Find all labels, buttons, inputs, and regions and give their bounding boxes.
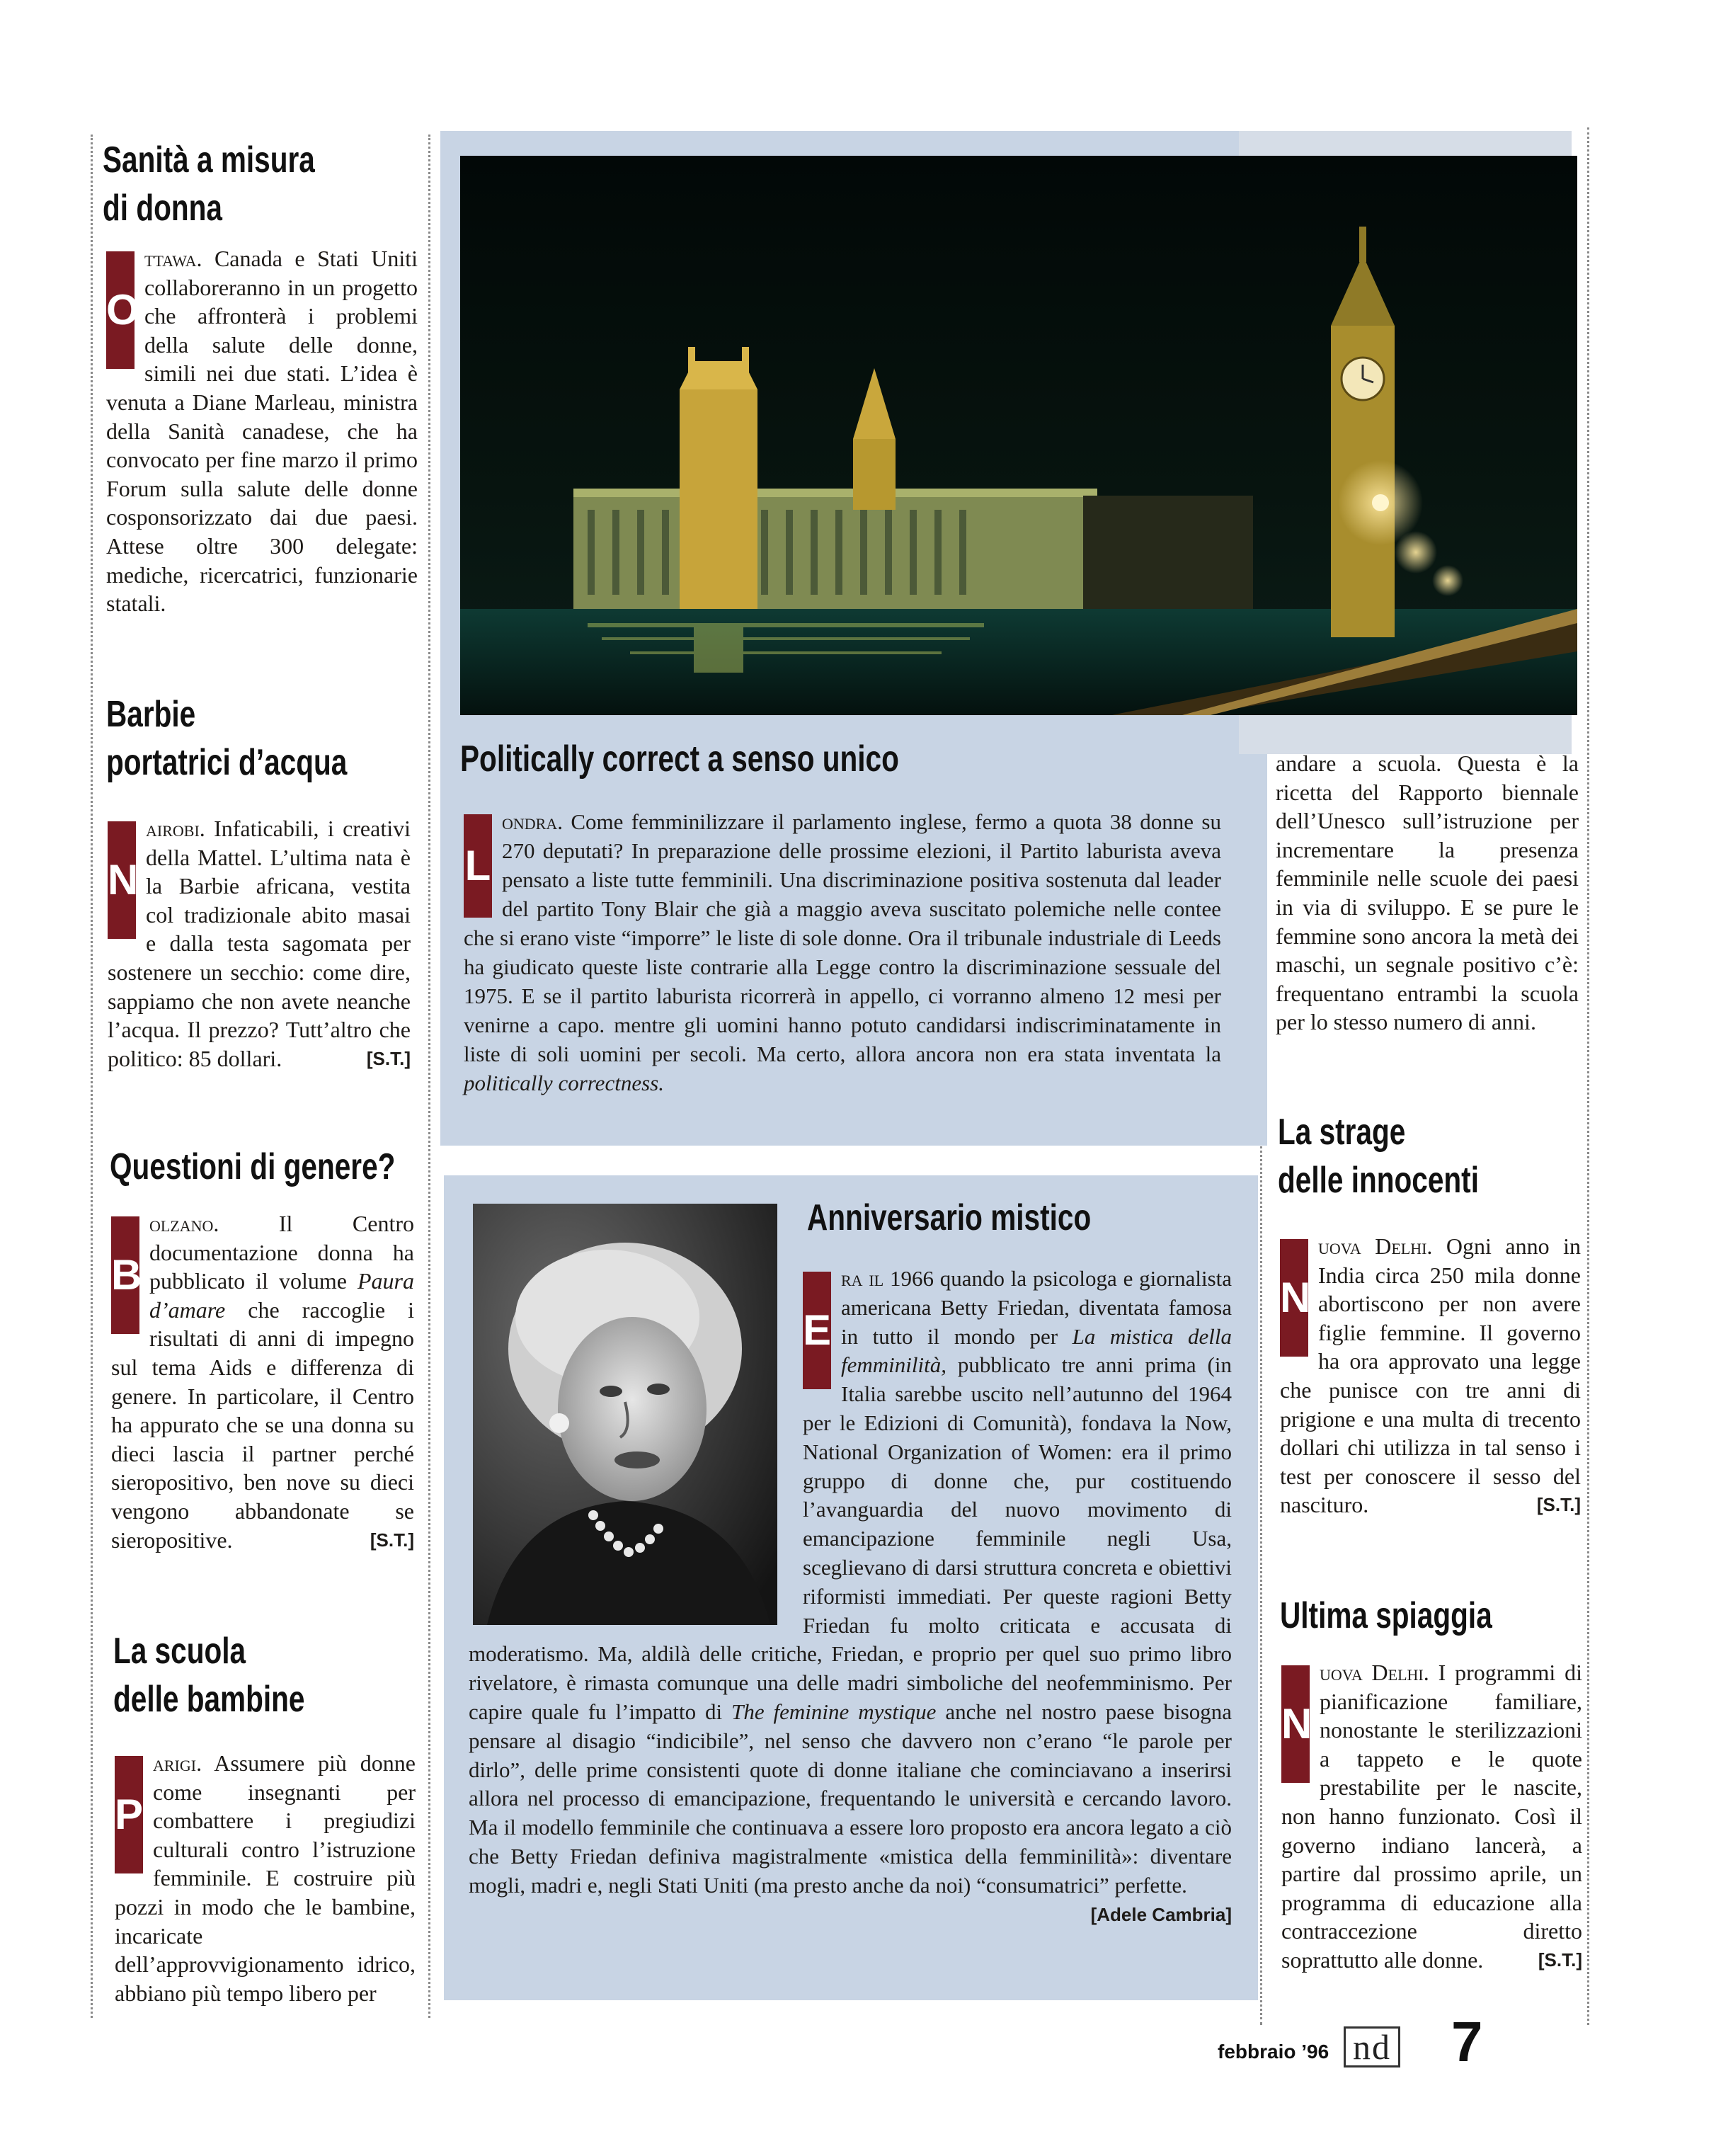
- drop-cap: N: [108, 821, 136, 939]
- article-text: Canada e Stati Uniti collaboreranno in un progetto che affronterà i problemi della salute delle donne, simili nei due stati. L’idea è venuta a Diane Marleau, ministra della Sanità canadese, che ha convocato per fine marzo il primo Forum sulla salute delle donne cosponsorizzato dai due paesi. Attese oltre 300 delegate: mediche, ricercatrici, funzionarie statali.: [106, 246, 418, 617]
- headline-barbie: Barbie portatrici d’acqua: [106, 694, 348, 783]
- magazine-logo: nd: [1344, 2026, 1400, 2067]
- signature: [S.T.]: [1538, 1949, 1582, 1970]
- article-body-questioni: B olzano. Il Centro documentazione donna ha pubblicato il volume Paura d’amare che raccoglie i risultati di anni di impegno sul tema Aids e differenza di genere. In particolare, il Centro ha appurato che se una donna su dieci lascia il partner perché sieropositivo, ben nove su dieci vengono abbandonate se sieropositive. [S.T.]: [111, 1209, 414, 1554]
- article-text: Ogni anno in India circa 250 mila donne abortiscono per non avere figlie femmine. Il governo ha ora approvato una legge che punisce con tre anni di prigione e una multa di trecento dollari chi utilizza in tal senso i test per conoscere il sesso del nascituro.: [1280, 1233, 1582, 1518]
- signature: [S.T.]: [366, 1047, 411, 1069]
- column-rule-right-outer: [1587, 127, 1589, 2025]
- dateline: uova Delhi.: [1318, 1233, 1433, 1259]
- article-text: Assumere più donne come insegnanti per combattere i pregiudizi culturali contro l’istruzione femminile. E costruire più pozzi in modo che le bambine, incaricate dell’approvvigionamento idrico, abbiano più tempo libero per: [115, 1750, 416, 2006]
- headline-politically: Politically correct a senso unico: [460, 738, 899, 780]
- portrait-spacer: [469, 1265, 803, 1640]
- drop-cap: P: [115, 1756, 143, 1873]
- westminster-illustration: [460, 156, 1577, 715]
- dateline: olzano.: [149, 1211, 219, 1236]
- column-rule-left-outer: [91, 135, 93, 2018]
- signature: [S.T.]: [370, 1529, 414, 1551]
- article-body-scuola-continued: andare a scuola. Questa è la ricetta del Rapporto biennale dell’Unesco sull’istruzione per incrementare la presenza femminile nelle scuole dei paesi in via di sviluppo. E se pure le femmine sono ancora la metà dei maschi, un segnale positivo c’è: frequentano entrambi la scuola per lo stesso numero di anni.: [1276, 751, 1579, 1035]
- headline-questioni: Questioni di genere?: [110, 1146, 396, 1187]
- headline-sanita: Sanità a misura di donna: [103, 139, 315, 229]
- dateline: uova Delhi.: [1320, 1660, 1429, 1685]
- drop-cap: L: [464, 814, 492, 918]
- article-body-politically: L ondra. Come femminilizzare il parlamento inglese, fermo a quota 38 donne su 270 deputati? In preparazione delle prossime elezioni, il Partito laburista aveva pensato a liste tutte femminili. Una discriminazione positiva sostenuta dal leader del partito Tony Blair che già a maggio aveva suscitato polemiche nelle contee che si erano viste “imporre” le liste di sole donne. Ora il tribunale industriale di Leeds ha giudicato queste liste contrarie alla Legge contro la discriminazione sessuale del 1975. E se il partito laburista ricorrerà in appello, ci vorranno almeno 12 mesi per venirne a capo. mentre gli uomini hanno potuto candidarsi indiscriminatamente in liste di soli uomini per secoli. Ma certo, allora ancora non era stata inventata la politically correctness.: [464, 809, 1221, 1095]
- article-body-strage: [1280, 1232, 1581, 1519]
- drop-cap: O: [106, 251, 135, 369]
- article-text: I programmi di pianificazione familiare, nonostante le sterilizzazioni a tappeto e le quote prestabilite per le nascite, non hanno funzionato. Così il governo indiano lancerà, a partire dal prossimo aprile, un programma di educazione alla contraccezione diretto soprattutto alle donne.: [1281, 1660, 1583, 1973]
- headline-strage: La strage delle innocenti: [1278, 1112, 1479, 1201]
- book-title: Paura d’amare: [149, 1268, 414, 1323]
- book-title-english: The feminine mystique: [731, 1699, 937, 1724]
- page-number: 7: [1451, 2010, 1483, 2073]
- headline-anniversario: Anniversario mistico: [807, 1197, 1092, 1238]
- article-text: Infaticabili, i creativi della Mattel. L’ultima nata è la Barbie africana, vestita col tradizionale abito masai e dalla testa sagomata per sostenere un secchio: come dire, sappiamo che non avete neanche l’acqua. Il prezzo? Tutt’altro che politico: 85 dollari.: [108, 816, 411, 1071]
- article-body-spiaggia: [1281, 1658, 1582, 1975]
- drop-cap: B: [111, 1216, 139, 1334]
- article-body-barbie: [108, 814, 411, 1073]
- italic-term: politically correctness.: [464, 1071, 664, 1095]
- headline-spiaggia: Ultima spiaggia: [1280, 1595, 1492, 1636]
- book-title-italian: La mistica della femminilità,: [841, 1323, 1232, 1378]
- dateline: ttawa.: [144, 246, 202, 271]
- signature: [S.T.]: [1536, 1494, 1581, 1516]
- dateline: airobi.: [146, 816, 205, 841]
- westminster-night-photo: [460, 156, 1577, 715]
- dateline: arigi.: [153, 1750, 202, 1776]
- article-body-sanita: [106, 244, 418, 618]
- drop-cap: E: [803, 1272, 831, 1389]
- dateline: ondra.: [502, 809, 563, 834]
- issue-date: febbraio ’96: [1218, 2041, 1329, 2063]
- signature: [Adele Cambria]: [1090, 1903, 1232, 1925]
- drop-cap: N: [1281, 1665, 1310, 1783]
- article-body-scuola: [115, 1749, 416, 2007]
- article-body-anniversario: E ra il 1966 quando la psicologa e giornalista americana Betty Friedan, diventata famosa in tutto il mondo per La mistica della femminilità, pubblicato tre anni prima (in Italia sarebbe uscito nell’autunno del 1964 per le Edizioni di Comunità), fondava la Now, National Organization of Women: era il primo gruppo di donne che, pur costituendo l’avanguardia del nuovo movimento di emancipazione femminile negli Usa, sceglievano di darsi struttura concreta e obiettivi riformisti immediati. Per queste ragioni Betty Friedan fu molto criticata e accusata di moderatismo. Ma, aldilà delle critiche, Friedan, e proprio per quel suo primo libro rivelatore, è rimasta comunque una delle madri simboliche del neofemminismo. Per capire quale fu l’impatto di The feminine mystique anche nel nostro paese bisogna pensare al disagio “indicibile”, nel senso che davvero non c’erano “le parole per dirlo”, delle prime consistenti quote di donne italiane che cominciavano a inserirsi allora nel processo di emancipazione, frequentando le università e cercando lavoro. Ma il modello femminile che continuava a essere loro proposto era ancora legato a ciò che Betty Friedan definiva magistralmente «mistica della femminilità»: diventare mogli, madri e, negli Stati Uniti (ma presto anche da noi) “consumatrici” perfette. [Adele Cambria]: [469, 1265, 1232, 1929]
- drop-cap: N: [1280, 1239, 1308, 1357]
- dateline: ra il: [841, 1266, 884, 1291]
- column-rule-left-inner: [428, 135, 430, 2018]
- headline-scuola: La scuola delle bambine: [113, 1631, 305, 1720]
